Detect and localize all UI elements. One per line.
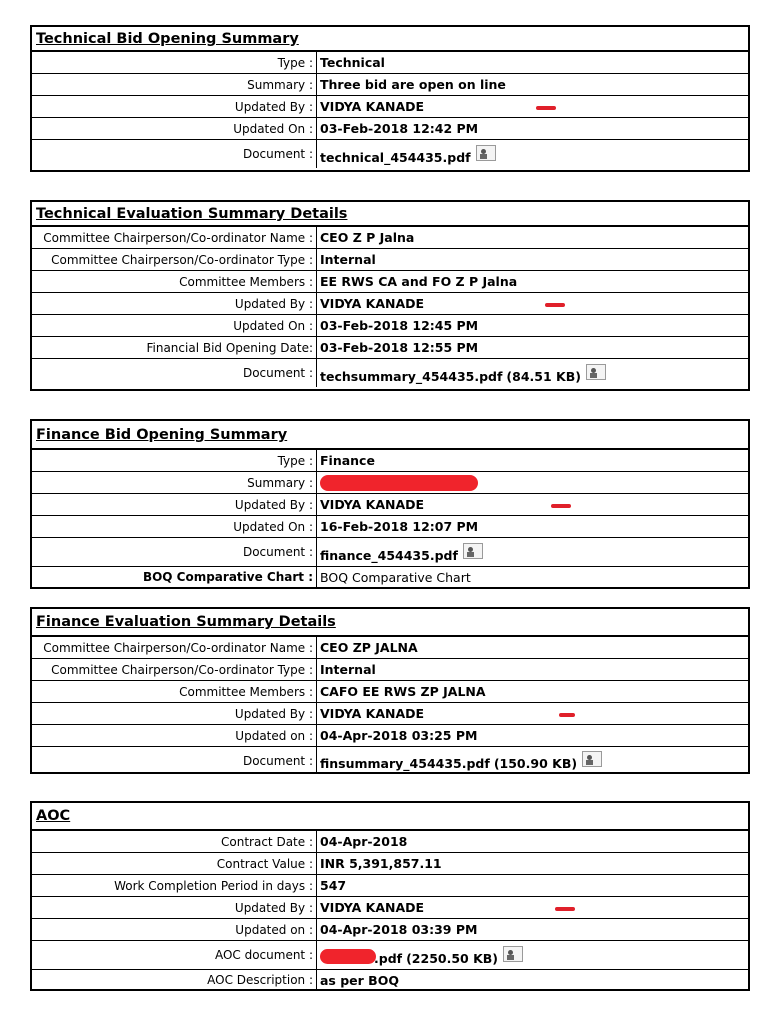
certificate-icon[interactable] — [463, 543, 483, 559]
type-label: Type : — [32, 52, 317, 73]
summary-value: Three bid are open on line — [320, 77, 506, 92]
table-row — [32, 95, 748, 117]
technical-evaluation-section — [30, 200, 750, 391]
table-row — [32, 566, 748, 587]
table-row — [32, 471, 748, 493]
section-title: AOC — [32, 803, 748, 830]
chair-name-label: Committee Chairperson/Co-ordinator Name : — [32, 637, 317, 658]
section-title: Finance Evaluation Summary Details — [32, 609, 748, 636]
updated-by-value: VIDYA KANADE — [320, 706, 425, 721]
certificate-icon[interactable] — [582, 751, 602, 767]
updated-on-label: Updated On : — [32, 315, 317, 336]
aoc-description-value: as per BOQ — [320, 972, 399, 988]
redaction-mark — [536, 106, 556, 110]
document-cell — [317, 140, 748, 168]
aoc-document-label: AOC document : — [32, 941, 317, 969]
table-row — [32, 515, 748, 537]
aoc-description-label: AOC Description : — [32, 970, 317, 990]
table-row — [32, 724, 748, 746]
document-label: Document : — [32, 359, 317, 387]
updated-by-label: Updated By : — [32, 293, 317, 314]
members-value: EE RWS CA and FO Z P Jalna — [320, 274, 518, 289]
table-row — [32, 358, 748, 387]
completion-period-value: 547 — [320, 878, 347, 893]
document-link[interactable]: techsummary_454435.pdf — [320, 369, 503, 384]
updated-on-value: 04-Apr-2018 03:25 PM — [320, 728, 478, 743]
table-row — [32, 248, 748, 270]
updated-by-cell — [317, 703, 748, 724]
table-row — [32, 73, 748, 95]
updated-by-label: Updated By : — [32, 703, 317, 724]
updated-on-value: 03-Feb-2018 12:45 PM — [320, 318, 479, 333]
updated-on-label: Updated on : — [32, 919, 317, 940]
redaction-mark — [559, 713, 575, 717]
document-size: (84.51 KB) — [506, 369, 581, 384]
document-link[interactable]: .pdf — [374, 951, 403, 966]
document-link[interactable]: finance_454435.pdf — [320, 548, 458, 563]
updated-by-cell — [317, 96, 748, 117]
table-row — [32, 314, 748, 336]
table-row — [32, 292, 748, 314]
document-size: (2250.50 KB) — [406, 951, 499, 966]
finance-bid-opening-section — [30, 419, 750, 589]
document-link[interactable]: finsummary_454435.pdf — [320, 756, 490, 771]
contract-date-label: Contract Date : — [32, 831, 317, 852]
document-label: Document : — [32, 140, 317, 168]
table-row — [32, 139, 748, 168]
financial-bid-opening-value: 03-Feb-2018 12:55 PM — [320, 340, 479, 355]
section-title: Technical Bid Opening Summary — [32, 27, 748, 51]
certificate-icon[interactable] — [476, 145, 496, 161]
table-row — [32, 449, 748, 471]
updated-on-value: 16-Feb-2018 12:07 PM — [320, 519, 479, 534]
members-label: Committee Members : — [32, 271, 317, 292]
table-row — [32, 969, 748, 990]
chair-name-value: CEO Z P Jalna — [320, 230, 415, 245]
document-cell — [317, 941, 748, 969]
table-row — [32, 896, 748, 918]
summary-label: Summary : — [32, 472, 317, 493]
table-row — [32, 636, 748, 658]
document-link[interactable]: technical_454435.pdf — [320, 150, 471, 165]
updated-by-cell — [317, 293, 748, 314]
redaction-mark — [555, 907, 575, 911]
boq-chart-link[interactable]: BOQ Comparative Chart — [320, 569, 471, 585]
updated-by-cell — [317, 494, 748, 515]
members-label: Committee Members : — [32, 681, 317, 702]
contract-date-value: 04-Apr-2018 — [320, 834, 408, 849]
table-row — [32, 493, 748, 515]
redaction-mark — [320, 475, 478, 491]
summary-value — [317, 472, 748, 493]
chair-type-value: Internal — [320, 252, 376, 267]
table-row — [32, 852, 748, 874]
technical-bid-opening-section — [30, 25, 750, 172]
updated-on-label: Updated On : — [32, 118, 317, 139]
updated-by-value: VIDYA KANADE — [320, 497, 425, 512]
updated-by-label: Updated By : — [32, 897, 317, 918]
table-row — [32, 226, 748, 248]
boq-chart-label: BOQ Comparative Chart : — [32, 567, 317, 587]
completion-period-label: Work Completion Period in days : — [32, 875, 317, 896]
chair-name-label: Committee Chairperson/Co-ordinator Name : — [32, 227, 317, 248]
document-size: (150.90 KB) — [493, 756, 578, 771]
document-label: Document : — [32, 538, 317, 566]
table-row — [32, 117, 748, 139]
redaction-mark — [320, 949, 376, 964]
document-cell — [317, 747, 748, 774]
certificate-icon[interactable] — [503, 946, 523, 962]
table-row — [32, 658, 748, 680]
table-row — [32, 336, 748, 358]
table-row — [32, 51, 748, 73]
financial-bid-opening-label: Financial Bid Opening Date: — [32, 337, 317, 358]
updated-by-value: VIDYA KANADE — [320, 296, 425, 311]
type-value: Technical — [320, 55, 385, 70]
redaction-mark — [545, 303, 565, 307]
aoc-section — [30, 801, 750, 991]
updated-on-label: Updated On : — [32, 516, 317, 537]
updated-on-value: 03-Feb-2018 12:42 PM — [320, 121, 479, 136]
updated-on-value: 04-Apr-2018 03:39 PM — [320, 922, 478, 937]
table-row — [32, 702, 748, 724]
table-row — [32, 537, 748, 566]
table-row — [32, 830, 748, 852]
updated-by-value: VIDYA KANADE — [320, 99, 425, 114]
updated-by-label: Updated By : — [32, 96, 317, 117]
chair-type-label: Committee Chairperson/Co-ordinator Type : — [32, 249, 317, 270]
updated-by-value: VIDYA KANADE — [320, 900, 425, 915]
summary-label: Summary : — [32, 74, 317, 95]
table-row — [32, 918, 748, 940]
members-value: CAFO EE RWS ZP JALNA — [320, 684, 486, 699]
updated-on-label: Updated on : — [32, 725, 317, 746]
table-row — [32, 746, 748, 774]
chair-type-label: Committee Chairperson/Co-ordinator Type : — [32, 659, 317, 680]
table-row — [32, 680, 748, 702]
chair-name-value: CEO ZP JALNA — [320, 640, 418, 655]
type-label: Type : — [32, 450, 317, 471]
updated-by-label: Updated By : — [32, 494, 317, 515]
document-label: Document : — [32, 747, 317, 774]
section-title: Technical Evaluation Summary Details — [32, 202, 748, 226]
table-row — [32, 270, 748, 292]
updated-by-cell — [317, 897, 748, 918]
document-cell — [317, 359, 748, 387]
finance-evaluation-section — [30, 607, 750, 774]
contract-value-value: INR 5,391,857.11 — [320, 856, 442, 871]
type-value: Finance — [320, 453, 375, 468]
certificate-icon[interactable] — [586, 364, 606, 380]
contract-value-label: Contract Value : — [32, 853, 317, 874]
table-row — [32, 940, 748, 969]
redaction-mark — [551, 504, 571, 508]
table-row — [32, 874, 748, 896]
section-title: Finance Bid Opening Summary — [32, 421, 748, 449]
chair-type-value: Internal — [320, 662, 376, 677]
document-cell — [317, 538, 748, 566]
